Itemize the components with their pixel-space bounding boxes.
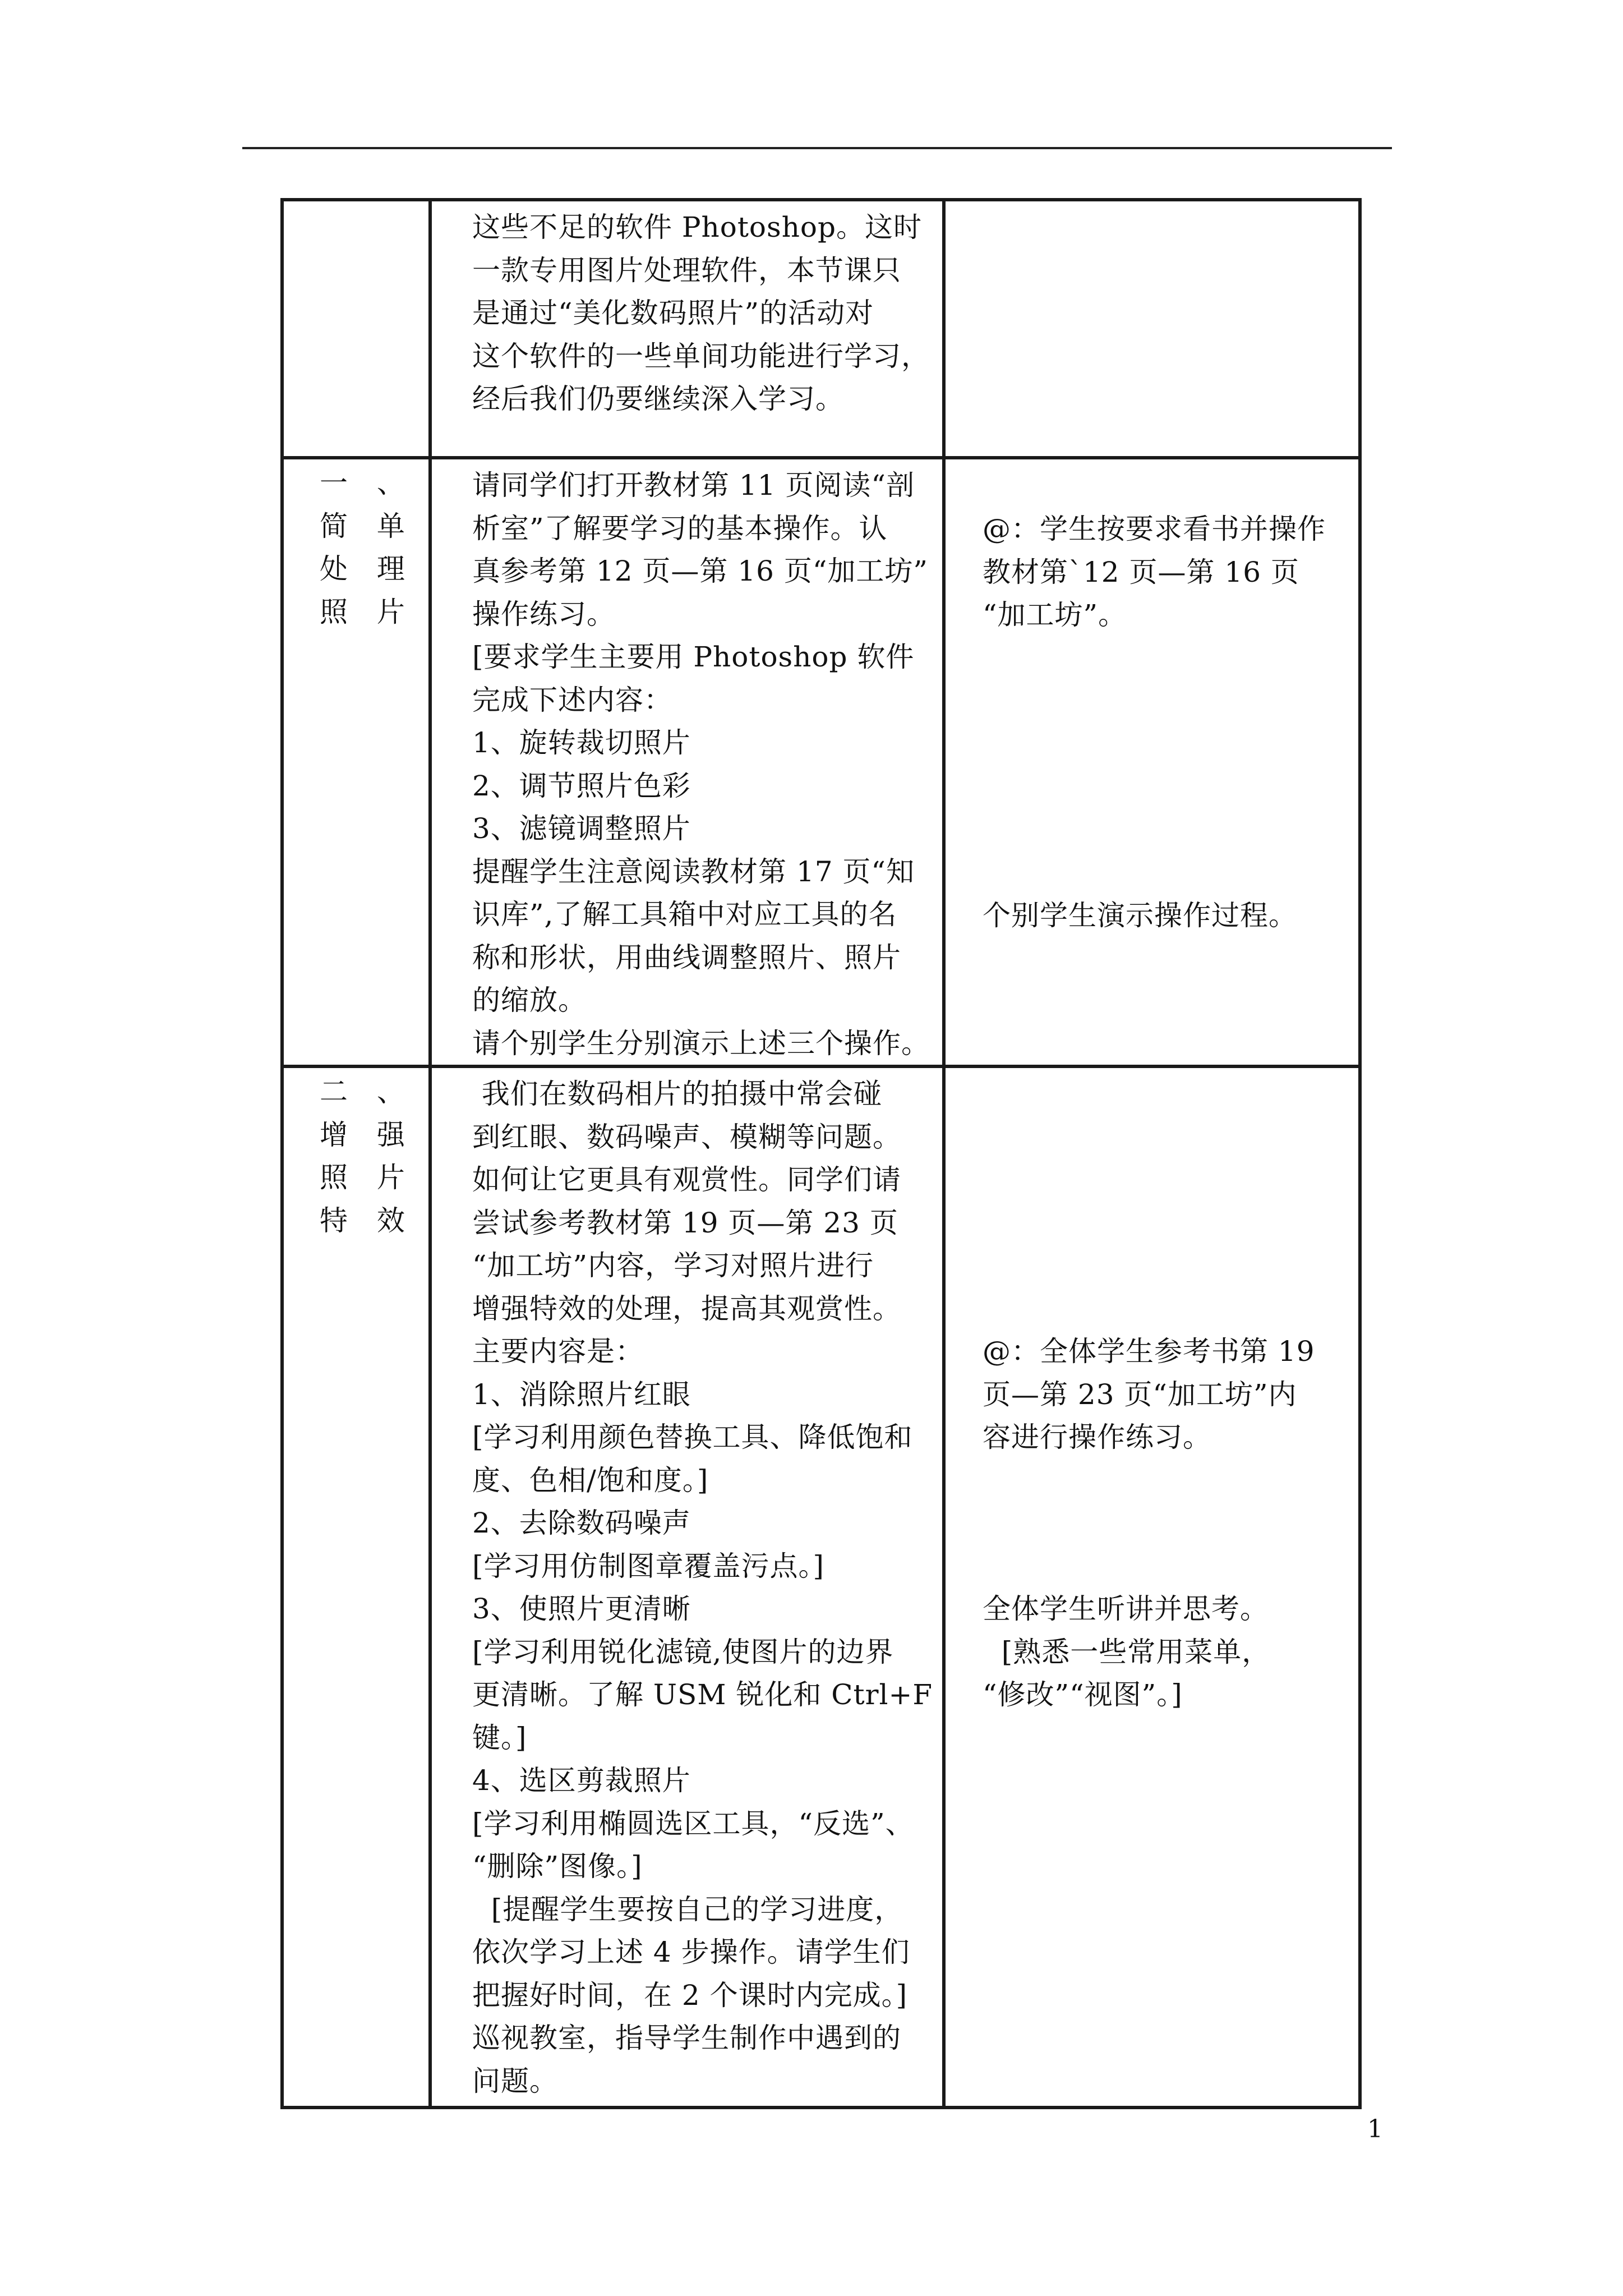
step-title-line: 照 片 xyxy=(320,1161,415,1194)
table-row xyxy=(282,200,1360,458)
step-title-line: 简 单 xyxy=(320,509,415,542)
step-title xyxy=(284,459,428,633)
table-row xyxy=(282,1066,1360,2108)
step-title xyxy=(284,1068,428,1242)
student-activity-text: @：全体学生参考书第 19 页—第 23 页“加工坊”内 容进行操作练习。 全体学生听讲并思考。 [熟悉一些常用菜单， “修改”“视图”。] xyxy=(983,1335,1315,1711)
student-activity-cell xyxy=(944,200,1360,458)
step-cell xyxy=(282,200,430,458)
step-title-line: 特 效 xyxy=(320,1204,415,1237)
student-activity-text: @：学生按要求看书并操作 教材第`12 页—第 16 页 “加工坊”。 个别学生演示操作过程。 xyxy=(983,513,1326,932)
lesson-plan-table xyxy=(280,198,1362,2109)
student-activity-cell xyxy=(944,458,1360,1066)
step-title-line: 二 、 xyxy=(320,1075,415,1108)
table-row xyxy=(282,458,1360,1066)
teacher-activity-text: 这些不足的软件 Photoshop。这时 一款专用图片处理软件，本节课只 是通过“美化数码照片”的活动对 这个软件的一些单间功能进行学习， 经后我们仍要继续深入学习。 xyxy=(472,211,930,415)
student-activity-cell xyxy=(944,1066,1360,2108)
page-number: 1 xyxy=(1367,2115,1383,2143)
teacher-activity-text: 请同学们打开教材第 11 页阅读“剖 析室”了解要学习的基本操作。认 真参考第 12 页—第 16 页“加工坊” 操作练习。 [要求学生主要用 Photoshop 软件 完成下述内容： 1、旋转裁切照片 2、调节照片色彩 3、滤镜调整照片 提醒学生注意阅读教材第 17 页“知 识库”,了解工具箱中对应工具的名 称和形状，用曲线调整照片、照片 的缩放。 请个别学生分别演示上述三个操作。 xyxy=(472,469,930,1060)
teacher-activity-cell xyxy=(430,200,944,458)
step-title-line: 处 理 xyxy=(320,553,415,585)
teacher-activity-cell xyxy=(430,1066,944,2108)
teacher-activity-text: 我们在数码相片的拍摄中常会碰 到红眼、数码噪声、模糊等问题。 如何让它更具有观赏性。同学们请 尝试参考教材第 19 页—第 23 页 “加工坊”内容，学习对照片进行 增强特效的处理，提高其观赏性。 主要内容是： 1、消除照片红眼 [学习利用颜色替换工具、降低饱和 度、色相/饱和度。] 2、去除数码噪声 [学习用仿制图章覆盖污点。] 3、使照片更清晰 [学习利用锐化滤镜,使图片的边界 更清晰。了解 USM 锐化和 Ctrl+F 键。] 4、选区剪裁照片 [学习利用椭圆选区工具，“反选”、 “删除”图像。] [提醒学生要按自己的学习进度， 依次学习上述 4 步操作。请学生们 把握好时间，在 2 个课时内完成。] 巡视教室，指导学生制作中遇到的 问题。 xyxy=(472,1078,933,2097)
step-title-line: 增 强 xyxy=(320,1118,415,1151)
step-cell xyxy=(282,458,430,1066)
step-title-line: 照 片 xyxy=(320,595,415,628)
teacher-activity-cell xyxy=(430,458,944,1066)
header-rule xyxy=(242,147,1392,149)
step-title-line: 一 、 xyxy=(320,467,415,499)
step-cell xyxy=(282,1066,430,2108)
